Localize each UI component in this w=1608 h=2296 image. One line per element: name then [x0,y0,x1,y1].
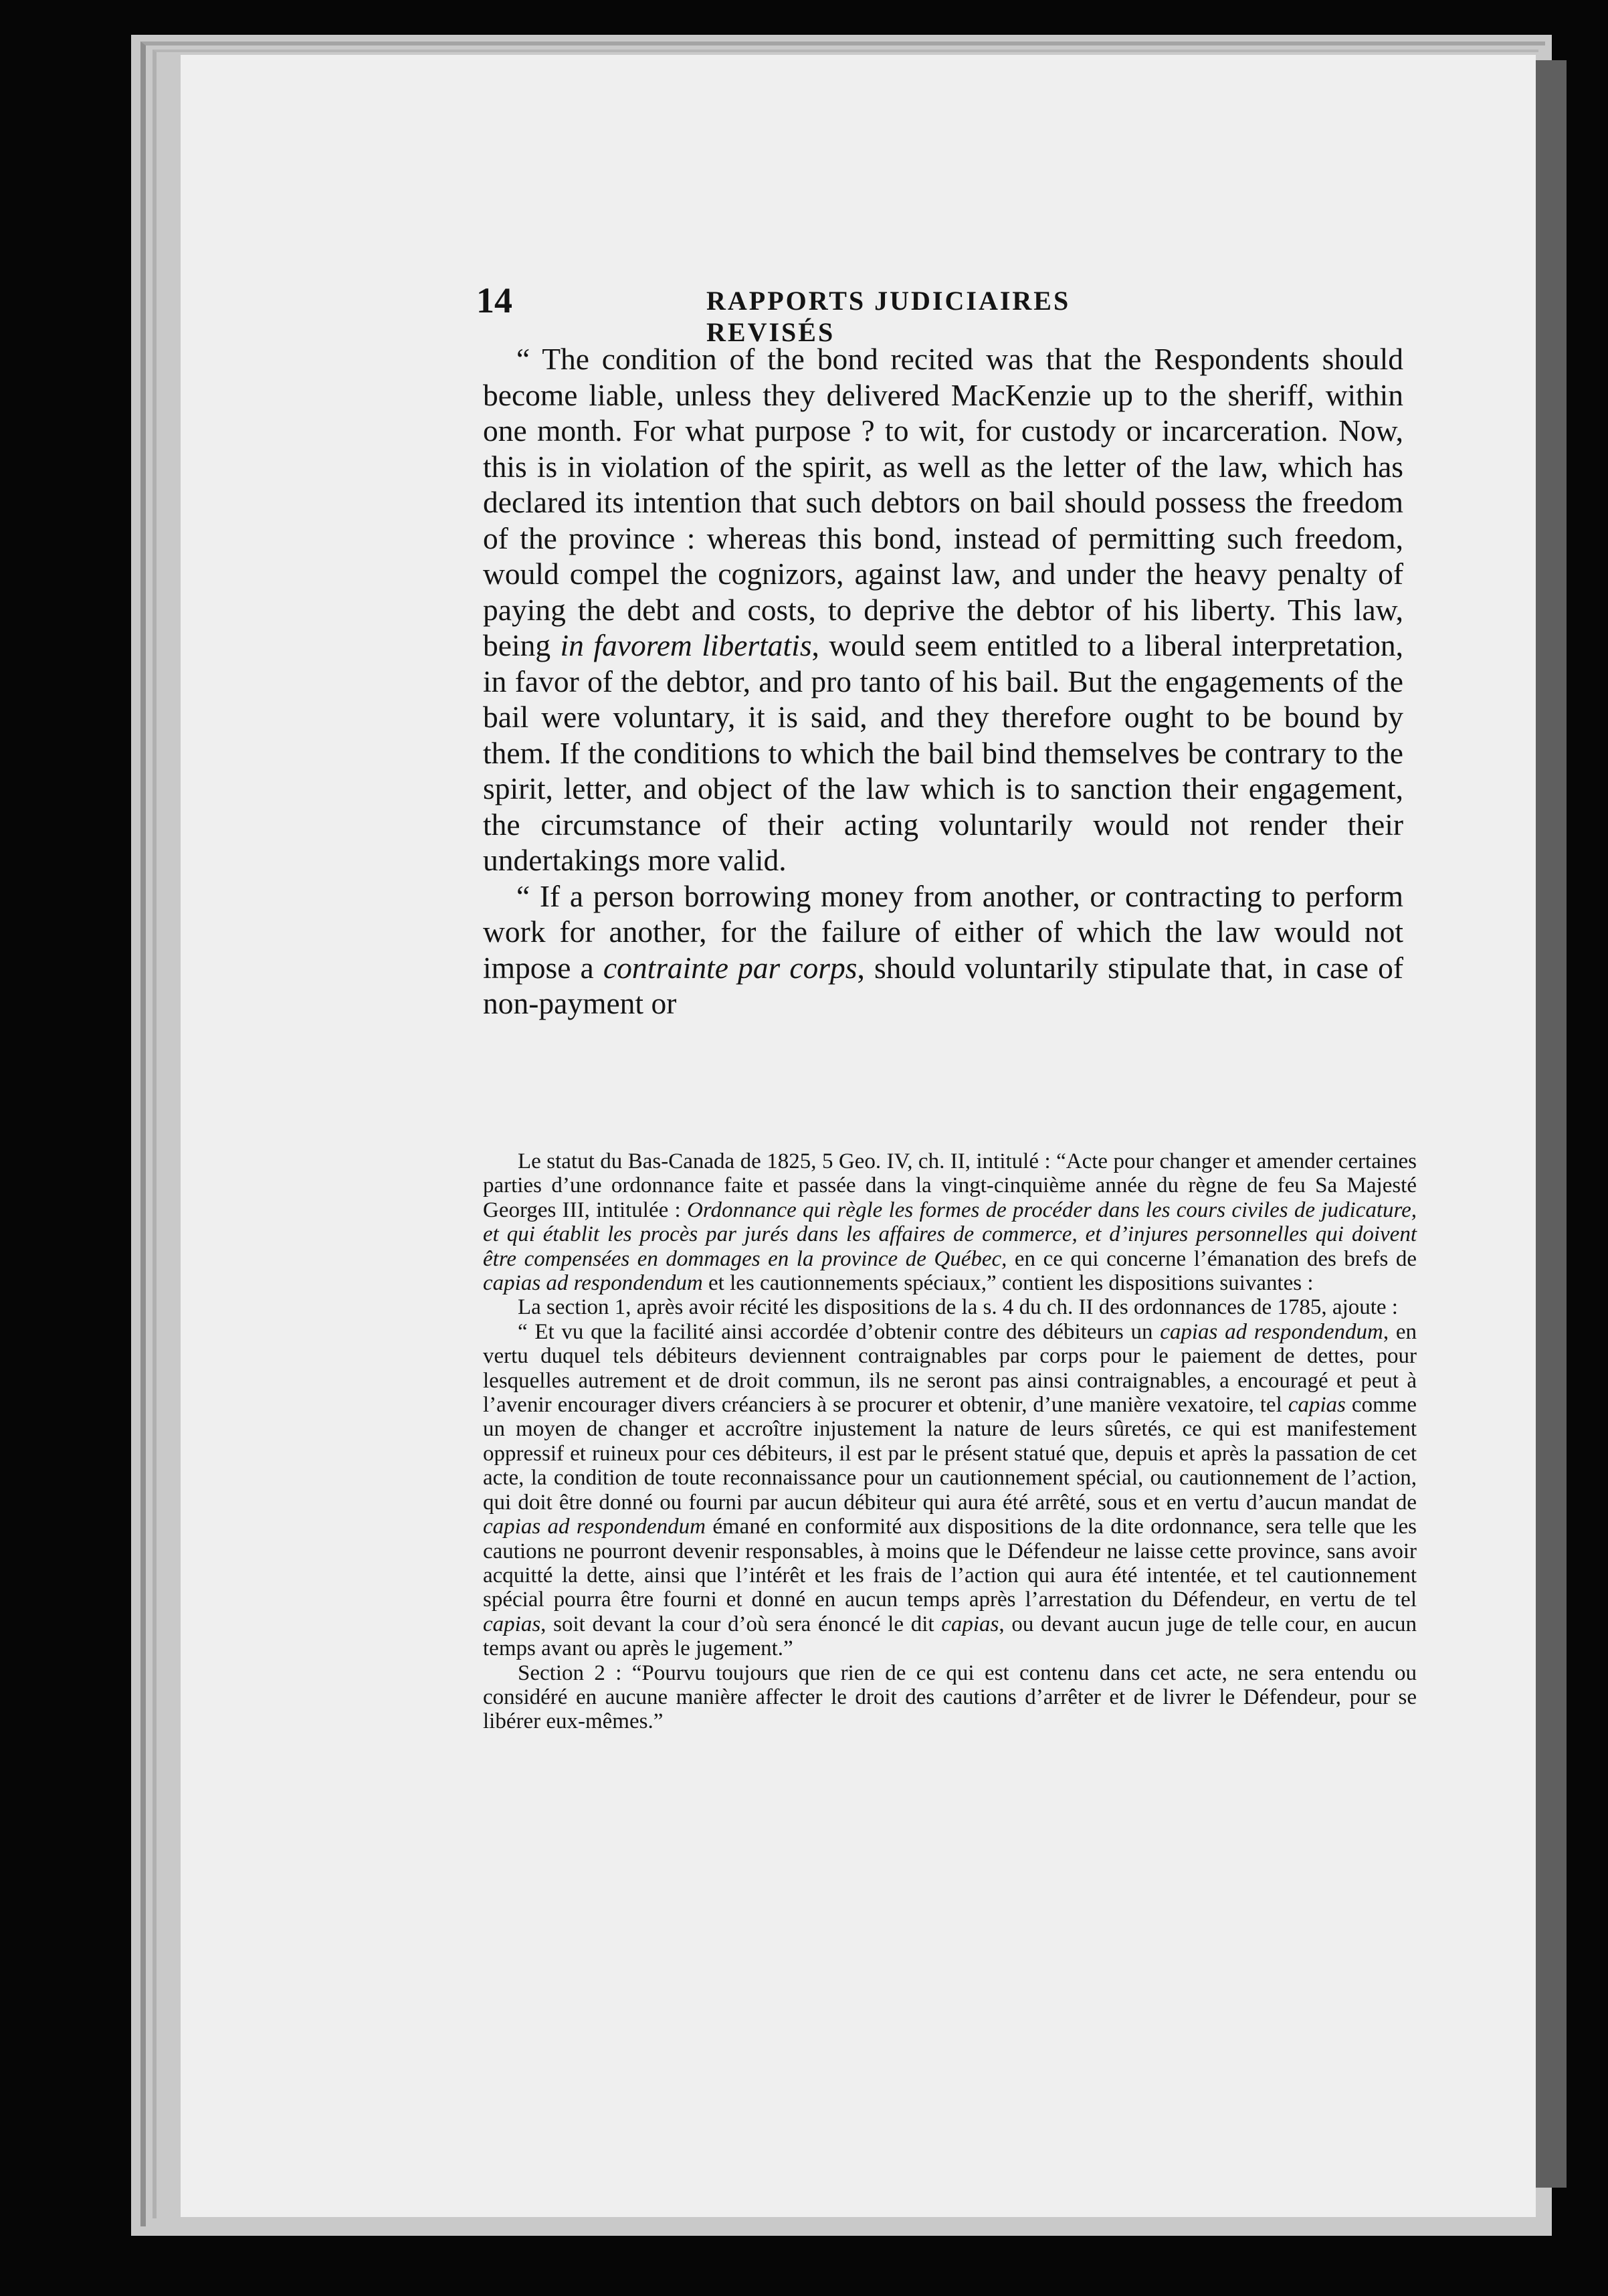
text-run: , would seem entitled to a liberal interpretation, in favor of the debtor, and pro tanto of his bail. But the engagements of the bail were voluntary, it is said, and they therefore ought to be bound by them. If the conditions to which the bail bind themselves be contrary to the spirit, letter, and object of the law which is to sanction their engagement, the circumstance of their acting voluntarily would not render their undertakings more valid. [483,628,1403,877]
text-run: “ If a person borrowing money from another, or contracting to perform work for another, for the failure of either of which the law would not impose a [483,878,1403,985]
running-head: RAPPORTS JUDICIAIRES REVISÉS [706,286,1071,347]
italic-run: in favorem libertatis [560,628,812,662]
page-number: 14 [476,280,512,320]
text-run: émané en conformité aux dispositions de la dite ordonnance, sera telle que les cautions ne pourront devenir responsables, à moins que le Défendeur ne laisse cette province, sans avoir acquitté la dette, ainsi que l’intérêt et les frais de l’action qui aura été intentée, et tel cautionnement spécial pourra être fourni et donné en aucun temps après l’arrestation du Défendeur, en vertu de tel [483,1515,1417,1612]
text-run: et les cautionnements spéciaux,” contient les dispositions suivantes : [702,1271,1314,1296]
italic-run: capias ad respondendum [1160,1319,1383,1344]
italic-run: capias ad respondendum [483,1271,703,1296]
text-run: , en ce qui concerne l’émanation des brefs de [1001,1246,1417,1271]
text-run: comme un moyen de changer et accroître injustement la nature de leurs sûretés, ce qui est manifestement oppressif et ruineux pour ces débiteurs, il est par le présent statué que, depuis et après la passation de cet acte, la condition de toute reconnaissance pour un cautionnement spécial, ou cautionnement de l’action, qui doit être donné ou fourni par aucun débiteur qui aura été arrêté, sous et en vertu d’aucun mandat de [483,1393,1417,1515]
body-text [483,341,1403,1022]
body-paragraph [483,878,1403,1022]
italic-run: capias ad respondendum [483,1515,706,1539]
text-run: Section 2 : “Pourvu toujours que rien de ce qui est contenu dans cet acte, ne sera entendu ou considéré en aucune manière affecter le droit des cautions d’arrêter et de livrer le Défendeur, pour se libérer eux-mêmes.” [483,1660,1417,1734]
text-run: Le statut du Bas-Canada de 1825, 5 Geo. IV, ch. II, intitulé : “Acte pour changer et amender certaines parties d’une ordonnance faite et passée dans la vingt-cinquième année du règne de feu Sa Majesté Georges III, intitulée : [483,1149,1417,1222]
text-run: , en vertu duquel tels débiteurs deviennent contraignables par corps pour le paiement de dettes, pour lesquelles autrement et de droit commun, ils ne seront pas ainsi contraignables, a encouragé et peut à l’avenir encourager divers créanciers à se procurer et obtenir, d’une manière vexatoire, tel [483,1319,1417,1418]
facing-page-edge [1536,60,1567,2188]
footnote-paragraph [483,1661,1417,1734]
footnote-paragraph [483,1295,1417,1319]
page-header [476,280,1192,347]
footnote-quote [483,1320,1417,1661]
italic-run: Ordonnance qui règle les formes de procéder dans les cours civiles de judicature, et qui établit les procès par jurés dans les affaires de commerce, et d’injures personnelles qui doivent être compensées en dommages en la province de Québec [483,1198,1417,1271]
text-run: La section 1, après avoir récité les dispositions de la s. 4 du ch. II des ordonnances de 1785, ajoute : [518,1295,1398,1320]
text-run: “ The condition of the bond recited was that the Respondents should become liable, unless they delivered MacKenzie up to the sheriff, within one month. For what purpose ? to wit, for custody or incarceration. Now, this is in violation of the spirit, as well as the letter of the law, which has declared its intention that such debtors on bail should possess the freedom of the province : whereas this bond, instead of permitting such freedom, would compel the cognizors, against law, and under the heavy penalty of paying the debt and costs, to deprive the debtor of his liberty. This law, being [483,342,1403,662]
text-run: , ou devant aucun juge de telle cour, en aucun temps avant ou après le jugement.” [483,1612,1417,1661]
text-run: , should voluntarily stipulate that, in case of non-payment or [483,950,1403,1020]
footnote-paragraph [483,1149,1417,1295]
italic-run: capias [1288,1393,1346,1418]
italic-run: contrainte par corps [603,950,858,985]
text-run: “ Et vu que la facilité ainsi accordée d’obtenir contre des débiteurs un [518,1319,1161,1344]
italic-run: capias [483,1612,541,1636]
italic-run: capias [941,1612,999,1636]
body-paragraph [483,341,1403,878]
text-run: , soit devant la cour d’où sera énoncé le dit [540,1612,942,1636]
footnote [483,1149,1417,1734]
